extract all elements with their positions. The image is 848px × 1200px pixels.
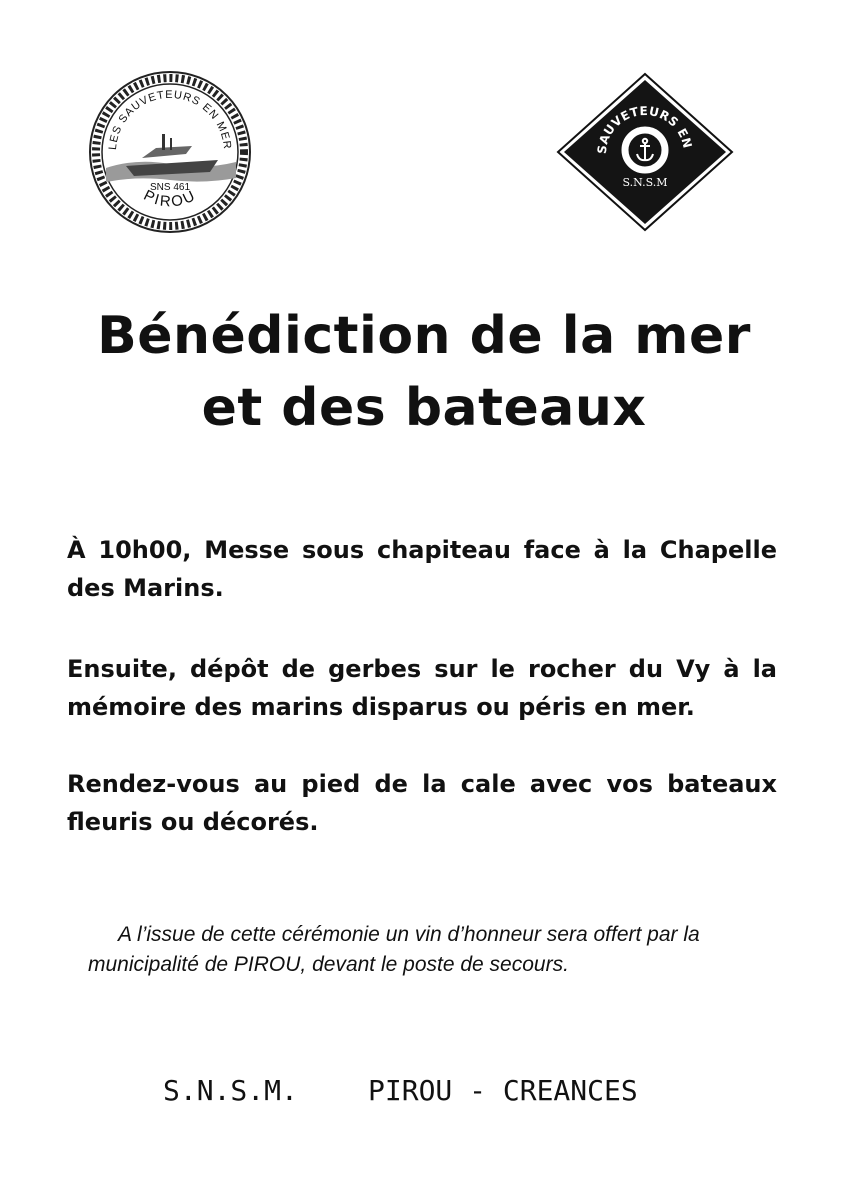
- snsm-diamond-logo: [556, 72, 734, 232]
- logo-right-bottom-text: S.N.S.M: [622, 176, 668, 189]
- logo-left-bottom-text: PIROU: [140, 186, 200, 211]
- logo-right-arc-text: SAUVETEURS EN: [594, 103, 695, 155]
- title-line-2: et des bateaux: [201, 378, 647, 438]
- logo-left-arc-text: LES SAUVETEURS EN MER: [106, 88, 234, 151]
- snsm-pirou-logo: [86, 68, 254, 236]
- schedule-wreath-paragraph: Ensuite, dépôt de gerbes sur le rocher du Vy à la mémoire des marins disparus ou péris en mer.: [67, 655, 777, 721]
- reception-note: A l’issue de cette cérémonie un vin d’honneur sera offert par la municipalité de PIROU, devant le poste de secours.: [88, 923, 700, 976]
- footer-location: PIROU - CREANCES: [368, 1074, 638, 1107]
- logo-left-boat-label: SNS 461: [149, 182, 191, 193]
- footer-org: S.N.S.M.: [163, 1074, 298, 1107]
- title-line-1: Bénédiction de la mer: [97, 306, 751, 366]
- footer: [0, 1071, 848, 1111]
- page-title: [0, 300, 848, 444]
- schedule-boats-paragraph: Rendez-vous au pied de la cale avec vos bateaux fleuris ou décorés.: [67, 770, 777, 836]
- schedule-mass-paragraph: À 10h00, Messe sous chapiteau face à la Chapelle des Marins.: [67, 536, 777, 602]
